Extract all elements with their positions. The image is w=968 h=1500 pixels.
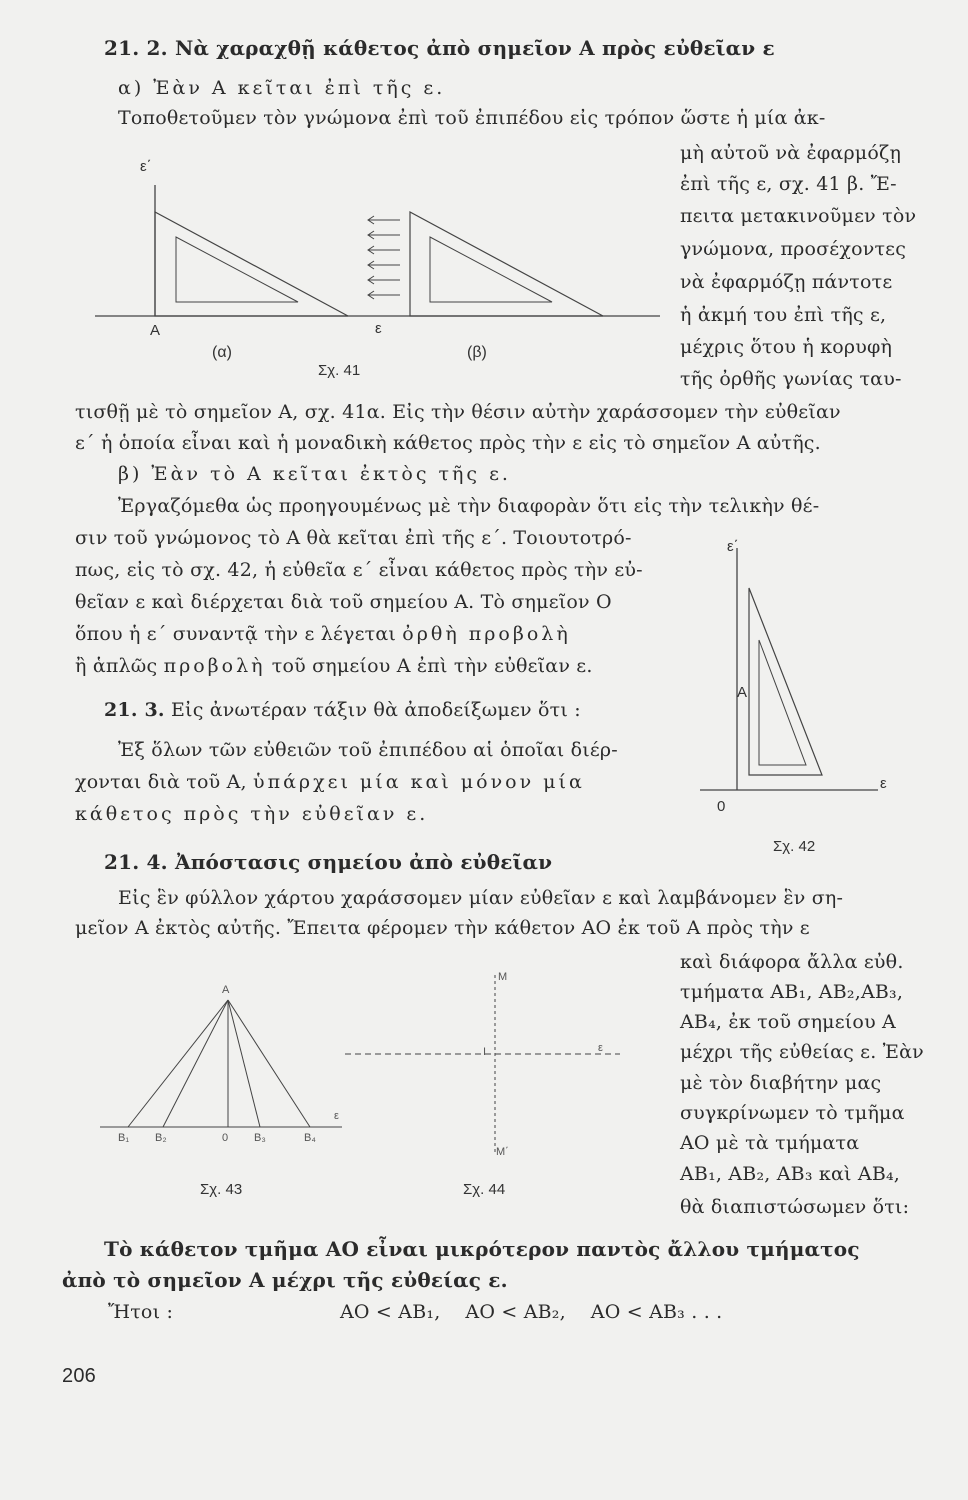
text-span: τοῦ σημείου Α ἐπὶ τὴν εὐθεῖαν ε. bbox=[271, 655, 593, 677]
fig44-label-I: Ι bbox=[483, 1046, 487, 1058]
fig42-caption: Σχ. 42 bbox=[773, 838, 816, 855]
text-span: ὅπου ἡ ε΄ συναντᾷ τὴν ε λέγεται bbox=[75, 623, 397, 645]
text-span: ἢ ἁπλῶς bbox=[75, 655, 158, 677]
text-line: καὶ διάφορα ἄλλα εὐθ. bbox=[680, 951, 904, 973]
text-line: νὰ ἐφαρμόζῃ πάντοτε bbox=[680, 271, 893, 293]
fig42-label-e: ε bbox=[880, 775, 887, 792]
fig44-label-M-prime: Μ΄ bbox=[496, 1146, 509, 1158]
text-span: χονται διὰ τοῦ Α, bbox=[75, 771, 247, 793]
section-number: 21. 3. bbox=[104, 699, 165, 721]
fig43-label-e: ε bbox=[334, 1110, 339, 1122]
theorem-line: ἀπὸ τὸ σημεῖον Α μέχρι τῆς εὐθείας ε. bbox=[62, 1268, 508, 1292]
term-projection: προβολὴ bbox=[163, 655, 266, 677]
text-line: τῆς ὀρθῆς γωνίας ταυ- bbox=[680, 368, 902, 390]
fig43-label-A: Α bbox=[222, 984, 230, 996]
text-line: Τοποθετοῦμεν τὸν γνώμονα ἐπὶ τοῦ ἐπιπέδου εἰς τρόπον ὥστε ἡ μία ἀκ- bbox=[118, 107, 826, 129]
fig44-caption: Σχ. 44 bbox=[463, 1181, 506, 1198]
fig41-label-e-prime: ε΄ bbox=[140, 158, 152, 175]
text-line: ἡ ἀκμή του ἐπὶ τῆς ε, bbox=[680, 304, 887, 326]
fig44-label-e: ε bbox=[598, 1042, 603, 1054]
text-line: πως, εἰς τὸ σχ. 42, ἡ εὐθεῖα ε΄ εἶναι κάθετος πρὸς τὴν εὐ- bbox=[75, 559, 643, 581]
text-span: τμήματα bbox=[680, 981, 765, 1003]
text-line: Εἰς ἓν φύλλον χάρτου χαράσσομεν μίαν εὐθεῖαν ε καὶ λαμβάνομεν ἓν ση- bbox=[118, 887, 844, 909]
text-line: σιν τοῦ γνώμονος τὸ Α θὰ κεῖται ἐπὶ τῆς ε΄. Τοιουτοτρό- bbox=[75, 527, 632, 549]
text-line: Ἐξ ὅλων τῶν εὐθειῶν τοῦ ἐπιπέδου αἱ ὁποῖαι διέρ- bbox=[118, 739, 618, 761]
fig44-label-M: Μ bbox=[498, 971, 508, 983]
page-number: 206 bbox=[62, 1365, 96, 1387]
section-heading-21-4: 21. 4. Ἀπόστασις σημείου ἀπὸ εὐθεῖαν bbox=[104, 850, 553, 874]
theorem-line: Τὸ κάθετον τμῆμα ΑΟ εἶναι μικρότερον παντὸς ἄλλου τμήματος bbox=[104, 1237, 860, 1261]
fig41-caption: Σχ. 41 bbox=[318, 362, 361, 379]
fig43-label-B2: Β₂ bbox=[155, 1132, 167, 1144]
text-span: Εἰς ἀνωτέραν τάξιν θὰ ἀποδείξωμεν ὅτι : bbox=[170, 699, 581, 721]
text-line: κάθετος πρὸς τὴν εὐθεῖαν ε. bbox=[75, 803, 429, 825]
term-orthogonal-projection: ὀρθὴ προβολὴ bbox=[402, 623, 571, 645]
text-line: ΑΒ₁, ΑΒ₂, ΑΒ₃ καὶ ΑΒ₄, bbox=[680, 1163, 901, 1185]
text-line: μεῖον Α ἐκτὸς αὐτῆς. Ἔπειτα φέρομεν τὴν κάθετον ΑΟ ἐκ τοῦ Α πρὸς τὴν ε bbox=[75, 917, 810, 939]
text-line: μέχρι τῆς εὐθείας ε. Ἐὰν bbox=[680, 1041, 924, 1063]
text-line: θὰ διαπιστώσωμεν ὅτι: bbox=[680, 1196, 910, 1218]
segment-list: ΑΒ₁, ΑΒ₂,ΑΒ₃, bbox=[770, 981, 904, 1003]
inequality-line: ΑΟ < ΑΒ₁, ΑΟ < ΑΒ₂, ΑΟ < ΑΒ₃ . . . bbox=[340, 1301, 723, 1323]
text-line: Ἐργαζόμεθα ὡς προηγουμένως μὲ τὴν διαφορὰν ὅτι εἰς τὴν τελικὴν θέ- bbox=[118, 495, 820, 517]
htoi-label: Ἤτοι : bbox=[108, 1301, 174, 1323]
text-line: γνώμονα, προσέχοντες bbox=[680, 238, 907, 260]
subsection-b-title: β) Ἐὰν τὸ Α κεῖται ἐκτὸς τῆς ε. bbox=[118, 463, 511, 485]
text-line: ε΄ ἡ ὁποία εἶναι καὶ ἡ μοναδικὴ κάθετος πρὸς τὴν ε εἰς τὸ σημεῖον Α αὐτῆς. bbox=[75, 432, 821, 454]
text-line: μὲ τὸν διαβήτην μας bbox=[680, 1072, 882, 1094]
text-line: τισθῇ μὲ τὸ σημεῖον Α, σχ. 41α. Εἰς τὴν θέσιν αὐτὴν χαράσσομεν τὴν εὐθεῖαν bbox=[75, 401, 841, 423]
subsection-a-title: α) Ἐὰν Α κεῖται ἐπὶ τῆς ε. bbox=[118, 77, 446, 99]
fig43-label-B4: Β₄ bbox=[304, 1132, 316, 1144]
fig41-label-alpha: (α) bbox=[212, 344, 232, 361]
text-line: ἐπὶ τῆς ε, σχ. 41 β. Ἔ- bbox=[680, 173, 897, 195]
text-line: ΑΒ₄, ἐκ τοῦ σημείου Α bbox=[680, 1011, 896, 1033]
fig42-label-e-prime: ε΄ bbox=[727, 538, 739, 555]
text-line: μὴ αὐτοῦ νὰ ἐφαρμόζῃ bbox=[680, 142, 902, 164]
fig43-caption: Σχ. 43 bbox=[200, 1181, 243, 1198]
text-line: θεῖαν ε καὶ διέρχεται διὰ τοῦ σημείου Α. Τὸ σημεῖον Ο bbox=[75, 591, 612, 613]
text-line: πειτα μετακινοῦμεν τὸν bbox=[680, 205, 917, 227]
spaced-emphasis: ὑπάρχει μία καὶ μόνον μία bbox=[253, 771, 585, 793]
text-line: ΑΟ μὲ τὰ τμήματα bbox=[680, 1132, 860, 1154]
fig43-label-O: 0 bbox=[222, 1132, 229, 1144]
text-line: μέχρις ὅτου ἡ κορυφὴ bbox=[680, 336, 893, 358]
fig42-label-A: Α bbox=[737, 684, 748, 701]
section-heading-21-2: 21. 2. Νὰ χαραχθῇ κάθετος ἀπὸ σημεῖον Α πρὸς εὐθεῖαν ε bbox=[104, 36, 775, 60]
text-line: συγκρίνωμεν τὸ τμῆμα bbox=[680, 1102, 905, 1124]
fig43-label-B3: Β₃ bbox=[254, 1132, 266, 1144]
fig41-label-beta: (β) bbox=[467, 344, 487, 361]
fig42-label-O: 0 bbox=[717, 798, 726, 815]
fig41-label-A: Α bbox=[150, 322, 161, 339]
fig43-label-B1: Β₁ bbox=[118, 1132, 130, 1144]
fig41-label-e: ε bbox=[375, 320, 382, 337]
